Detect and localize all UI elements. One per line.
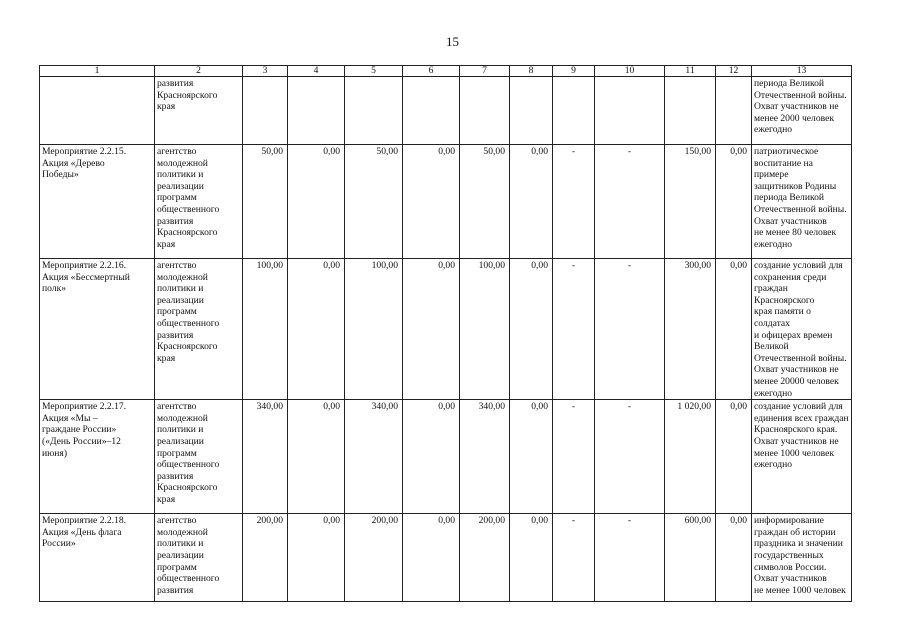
executor: агентство молодежной политики и реализации программ общественного развития Красноярского края: [157, 401, 220, 505]
value-cell: -: [595, 145, 665, 259]
value-cell: 0,00: [288, 259, 345, 400]
executor: агентство молодежной политики и реализации программ общественного развития Красноярского края: [157, 146, 220, 250]
table-row: [40, 259, 852, 400]
value-cell: 150,00: [665, 145, 716, 259]
value-cell: 0,00: [403, 400, 460, 514]
column-header: 8: [510, 66, 553, 77]
value-cell: 0,00: [288, 400, 345, 514]
value-cell: 300,00: [665, 259, 716, 400]
value-cell: 0,00: [510, 145, 553, 259]
column-header: 12: [716, 66, 752, 77]
value-cell: 100,00: [460, 259, 510, 400]
column-header: 2: [155, 66, 243, 77]
column-header: 10: [595, 66, 665, 77]
column-header: 1: [40, 66, 155, 77]
column-header: 6: [403, 66, 460, 77]
executor: агентство молодежной политики и реализации программ общественного развития Красноярского края: [157, 260, 220, 364]
value-cell: -: [553, 259, 595, 400]
event-name: Мероприятие 2.2.18. Акция «День флага России»: [42, 515, 127, 550]
value-cell: -: [595, 259, 665, 400]
column-number-row: [40, 66, 852, 77]
value-cell: 600,00: [665, 514, 716, 602]
value-cell: 340,00: [345, 400, 403, 514]
budget-table: [39, 65, 852, 602]
value-cell: 200,00: [345, 514, 403, 602]
expected-result: создание условий для сохранения среди граждан Красноярского края памяти о солдатах и офицерах времен Великой Отечественной войны. Охват участников не менее 20000 человек ежегодно: [754, 260, 847, 399]
value-cell: 50,00: [460, 145, 510, 259]
value-cell: 200,00: [243, 514, 288, 602]
continuation-row: [40, 77, 852, 145]
column-header: 11: [665, 66, 716, 77]
value-cell: 200,00: [460, 514, 510, 602]
event-name: Мероприятие 2.2.17. Акция «Мы – граждане России» («День России»–12 июня): [42, 401, 127, 459]
table-row: [40, 400, 852, 514]
value-cell: 340,00: [243, 400, 288, 514]
value-cell: -: [595, 400, 665, 514]
column-header: 5: [345, 66, 403, 77]
value-cell: 50,00: [345, 145, 403, 259]
value-cell: 1 020,00: [665, 400, 716, 514]
expected-result: создание условий для единения всех граждан Красноярского края. Охват участников не менее 1000 человек ежегодно: [754, 401, 849, 471]
column-header: 3: [243, 66, 288, 77]
table-row: [40, 514, 852, 602]
value-cell: 0,00: [716, 259, 752, 400]
column-header: 7: [460, 66, 510, 77]
value-cell: -: [553, 145, 595, 259]
result-continuation: периода Великой Отечественной войны. Охват участников не менее 2000 человек ежегодно: [754, 78, 847, 136]
column-header: 4: [288, 66, 345, 77]
value-cell: 0,00: [510, 400, 553, 514]
value-cell: 0,00: [510, 514, 553, 602]
expected-result: информирование граждан об истории праздника и значении государственных символов России. Охват участников не менее 1000 человек: [754, 515, 846, 596]
value-cell: 0,00: [288, 145, 345, 259]
value-cell: 50,00: [243, 145, 288, 259]
value-cell: 0,00: [288, 514, 345, 602]
value-cell: -: [553, 514, 595, 602]
executor: агентство молодежной политики и реализации программ общественного развития: [157, 515, 220, 596]
value-cell: 340,00: [460, 400, 510, 514]
event-name: Мероприятие 2.2.16. Акция «Бессмертный полк»: [42, 260, 130, 295]
column-header: 13: [752, 66, 852, 77]
page-number: 15: [446, 34, 459, 49]
value-cell: 100,00: [243, 259, 288, 400]
value-cell: 0,00: [403, 514, 460, 602]
value-cell: 0,00: [403, 145, 460, 259]
value-cell: 0,00: [510, 259, 553, 400]
value-cell: -: [553, 400, 595, 514]
event-name: Мероприятие 2.2.15. Акция «Дерево Победы»: [42, 146, 127, 181]
executor-continuation: развития Красноярского края: [157, 78, 218, 113]
value-cell: -: [595, 514, 665, 602]
value-cell: 0,00: [716, 145, 752, 259]
value-cell: 100,00: [345, 259, 403, 400]
column-header: 9: [553, 66, 595, 77]
value-cell: 0,00: [716, 514, 752, 602]
table-row: [40, 145, 852, 259]
value-cell: 0,00: [403, 259, 460, 400]
value-cell: 0,00: [716, 400, 752, 514]
expected-result: патриотическое воспитание на примере защитников Родины периода Великой Отечественной войны. Охват участников не менее 80 человек ежегодно: [754, 146, 847, 250]
